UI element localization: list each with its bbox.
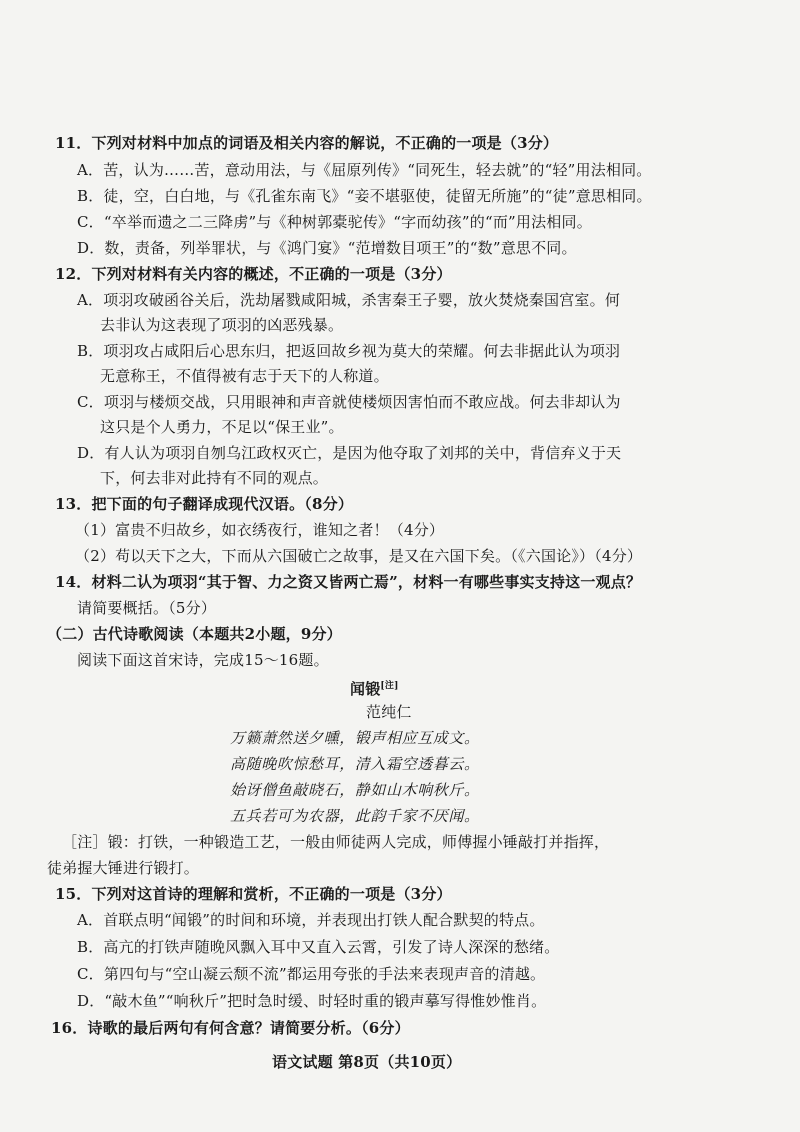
- q13-item-1: （1）富贵不归故乡，如衣绣夜行，谁知之者！（4分）: [75, 521, 445, 539]
- poem-title-note-marker: [注]: [380, 681, 399, 691]
- q15-option-a: A．首联点明“闻锻”的时间和环境，并表现出打铁人配合默契的特点。: [77, 911, 545, 929]
- q11-stem: 11．下列对材料中加点的词语及相关内容的解说，不正确的一项是（3分）: [55, 134, 559, 152]
- q13-item-2: （2）苟以天下之大，下而从六国破亡之故事，是又在六国下矣。（《六国论》）（4分）: [75, 547, 643, 565]
- q12-option-b: B．项羽攻占咸阳后心思东归，把返回故乡视为莫大的荣耀。何去非据此认为项羽: [77, 342, 621, 360]
- poem-note-cont: 徒弟握大锤进行锻打。: [47, 859, 200, 877]
- q15-option-c: C．第四句与“空山凝云颓不流”都运用夸张的手法来表现声音的清越。: [77, 965, 546, 983]
- q11-option-b: B．徒，空，白白地，与《孔雀东南飞》“妾不堪驱使，徒留无所施”的“徒”意思相同。: [77, 187, 652, 205]
- poem-title-text: 闻锻: [350, 680, 381, 698]
- poem-author: 范纯仁: [366, 703, 412, 721]
- poem-line-2: 高随晚吹惊愁耳，清入霜空透暮云。: [230, 755, 480, 773]
- q14-stem-cont: 请简要概括。（5分）: [77, 599, 217, 617]
- q14-stem: 14．材料二认为项羽“其于智、力之资又皆两亡焉”，材料一有哪些事实支持这一观点？: [55, 573, 642, 591]
- q11-option-c: C．“卒举而遗之二三降虏”与《种树郭橐驼传》“字而幼孩”的“而”用法相同。: [77, 213, 592, 231]
- page-footer: 语文试题 第8页（共10页）: [272, 1053, 462, 1071]
- q15-stem: 15．下列对这首诗的理解和赏析，不正确的一项是（3分）: [55, 885, 452, 903]
- poem-line-1: 万籁萧然送夕曛，锻声相应互成文。: [230, 729, 480, 747]
- q12-stem: 12．下列对材料有关内容的概述，不正确的一项是（3分）: [55, 265, 452, 283]
- q12-option-d: D．有人认为项羽自刎乌江政权灭亡，是因为他夺取了刘邦的关中，背信弃义于天: [77, 444, 622, 462]
- q12-option-a: A．项羽攻破函谷关后，洗劫屠戮咸阳城，杀害秦王子婴，放火焚烧秦国宫室。何: [77, 291, 621, 309]
- q13-stem: 13．把下面的句子翻译成现代汉语。（8分）: [55, 495, 354, 513]
- q12-option-d-cont: 下，何去非对此持有不同的观点。: [100, 469, 329, 487]
- q15-option-b: B．高亢的打铁声随晚风飘入耳中又直入云霄，引发了诗人深深的愁绪。: [77, 938, 560, 956]
- section2-instruction: 阅读下面这首宋诗，完成15～16题。: [77, 651, 329, 669]
- poem-title: [350, 676, 399, 699]
- poem-line-4: 五兵若可为农器，此韵千家不厌闻。: [230, 807, 480, 825]
- q12-option-b-cont: 无意称王，不值得被有志于天下的人称道。: [100, 367, 389, 385]
- q12-option-a-cont: 去非认为这表现了项羽的凶恶残暴。: [100, 316, 344, 334]
- q12-option-c-cont: 这只是个人勇力，不足以“保王业”。: [100, 418, 344, 436]
- section2-heading: （二）古代诗歌阅读（本题共2小题，9分）: [47, 625, 342, 643]
- poem-line-3: 始讶僧鱼敲晓石，静如山木响秋斤。: [230, 781, 480, 799]
- q11-option-d: D．数，责备，列举罪状，与《鸿门宴》“范增数目项王”的“数”意思不同。: [77, 239, 577, 257]
- q15-option-d: D．“敲木鱼”“响秋斤”把时急时缓、时轻时重的锻声摹写得惟妙惟肖。: [77, 992, 547, 1010]
- q12-option-c: C．项羽与楼烦交战，只用眼神和声音就使楼烦因害怕而不敢应战。何去非却认为: [77, 393, 621, 411]
- q11-option-a: A．苦，认为……苦，意动用法，与《屈原列传》“同死生，轻去就”的“轻”用法相同。: [77, 161, 652, 179]
- poem-note: ［注］锻：打铁，一种锻造工艺，一般由师徒两人完成，师傅握小锤敲打并指挥，: [62, 833, 610, 851]
- q16-stem: 16．诗歌的最后两句有何含意？请简要分析。（6分）: [51, 1019, 410, 1037]
